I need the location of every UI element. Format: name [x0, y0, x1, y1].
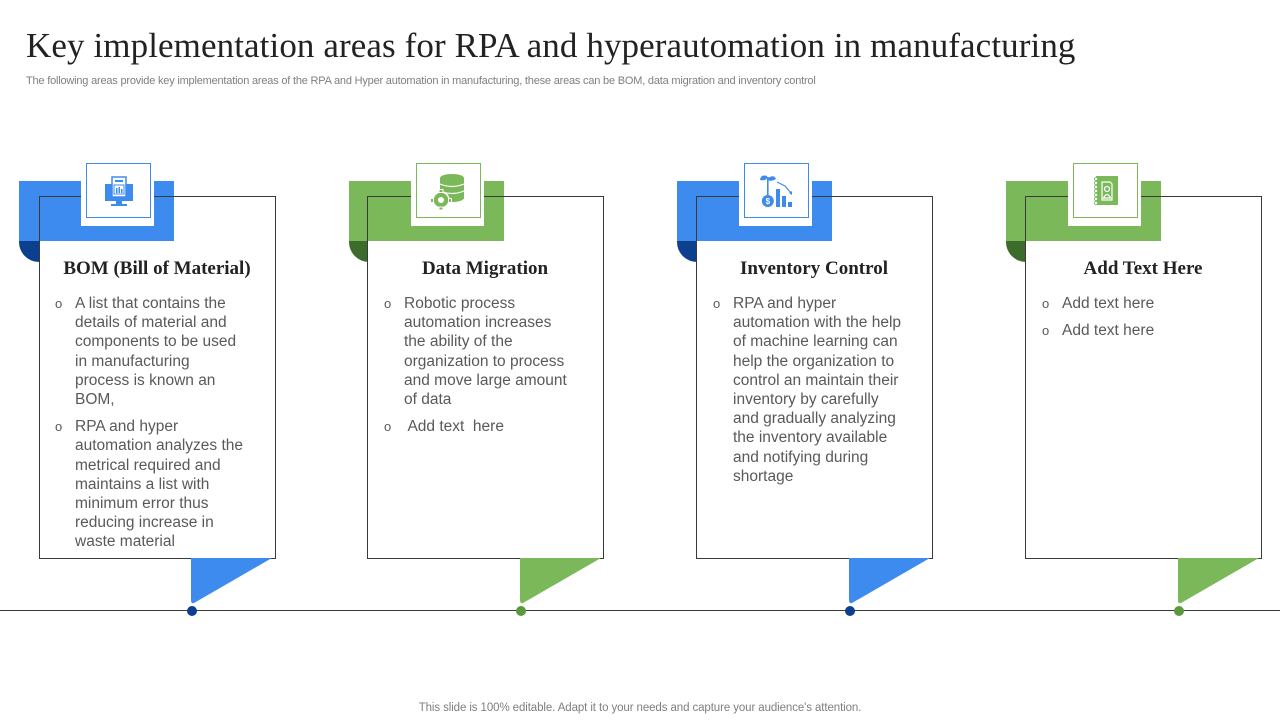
- card-bullet-list: [713, 294, 903, 494]
- card-fold-corner: [349, 241, 369, 262]
- card-pointer-tail: [1177, 558, 1259, 604]
- bullet-circle-icon: o: [1042, 296, 1050, 311]
- timeline-dot: [187, 606, 197, 616]
- bullet-text: A list that contains the details of material and components to be used in manufacturing process is known an BOM,: [75, 295, 237, 409]
- card-title: Add Text Here: [1083, 258, 1203, 279]
- bullet-text: Robotic process automation increases the ability of the organization to process and move large amount of data: [404, 295, 567, 409]
- card-pointer-tail: [190, 558, 272, 604]
- bullet-item: [713, 294, 903, 486]
- card-pointer-tail: [848, 558, 930, 604]
- bullet-item: [55, 417, 245, 551]
- timeline-dot: [1174, 606, 1184, 616]
- bullet-text: RPA and hyper automation analyzes the metrical required and maintains a list with minimum error thus reducing increase in waste material: [75, 418, 244, 551]
- bullet-circle-icon: o: [55, 296, 63, 311]
- bill-of-material-monitor-icon: [86, 163, 151, 218]
- card-title: BOM (Bill of Material): [63, 258, 251, 279]
- timeline-dot: [516, 606, 526, 616]
- bullet-item: [55, 294, 245, 409]
- card-fold-corner: [19, 241, 39, 262]
- bullet-text: Add text here: [1062, 295, 1155, 312]
- bullet-item: [1042, 321, 1232, 340]
- bullet-item: [384, 294, 574, 409]
- card-bullet-list: [55, 294, 245, 560]
- page-title: Key implementation areas for RPA and hyperautomation in manufacturing: [26, 26, 1076, 65]
- plant-growth-chart-icon: [744, 163, 809, 218]
- bullet-circle-icon: o: [384, 419, 392, 435]
- card-title: Inventory Control: [740, 258, 888, 279]
- footer-note: This slide is 100% editable. Adapt it to your needs and capture your audience's attention.: [418, 702, 862, 714]
- card-pointer-tail: [519, 558, 601, 604]
- bullet-circle-icon: o: [384, 296, 392, 311]
- timeline-dot: [845, 606, 855, 616]
- bullet-circle-icon: o: [1042, 323, 1050, 339]
- bullet-text: RPA and hyper automation with the help of machine learning can help the organization to control an maintain their inventory by carefully and gradually analyzing the inventory available and notifying during shortage: [733, 295, 902, 485]
- card-fold-corner: [677, 241, 697, 262]
- bullet-item: [1042, 294, 1232, 313]
- card-bullet-list: [1042, 294, 1232, 348]
- bullet-circle-icon: o: [55, 419, 63, 435]
- svg-text:$: $: [765, 196, 770, 206]
- card-bullet-list: [384, 294, 574, 444]
- bullet-item: [384, 417, 574, 436]
- page-subtitle: The following areas provide key implementation areas of the RPA and Hyper automation in manufacturing, these areas can be BOM, data migration and inventory control: [26, 75, 816, 87]
- database-gear-icon: [416, 163, 481, 218]
- contact-notebook-icon: [1073, 163, 1138, 218]
- bullet-text: Add text here: [404, 418, 504, 436]
- card-fold-corner: [1006, 241, 1026, 262]
- card-title: Data Migration: [421, 258, 549, 279]
- bullet-text: Add text here: [1062, 322, 1155, 340]
- card-body: [1025, 196, 1262, 559]
- bullet-circle-icon: o: [713, 296, 721, 311]
